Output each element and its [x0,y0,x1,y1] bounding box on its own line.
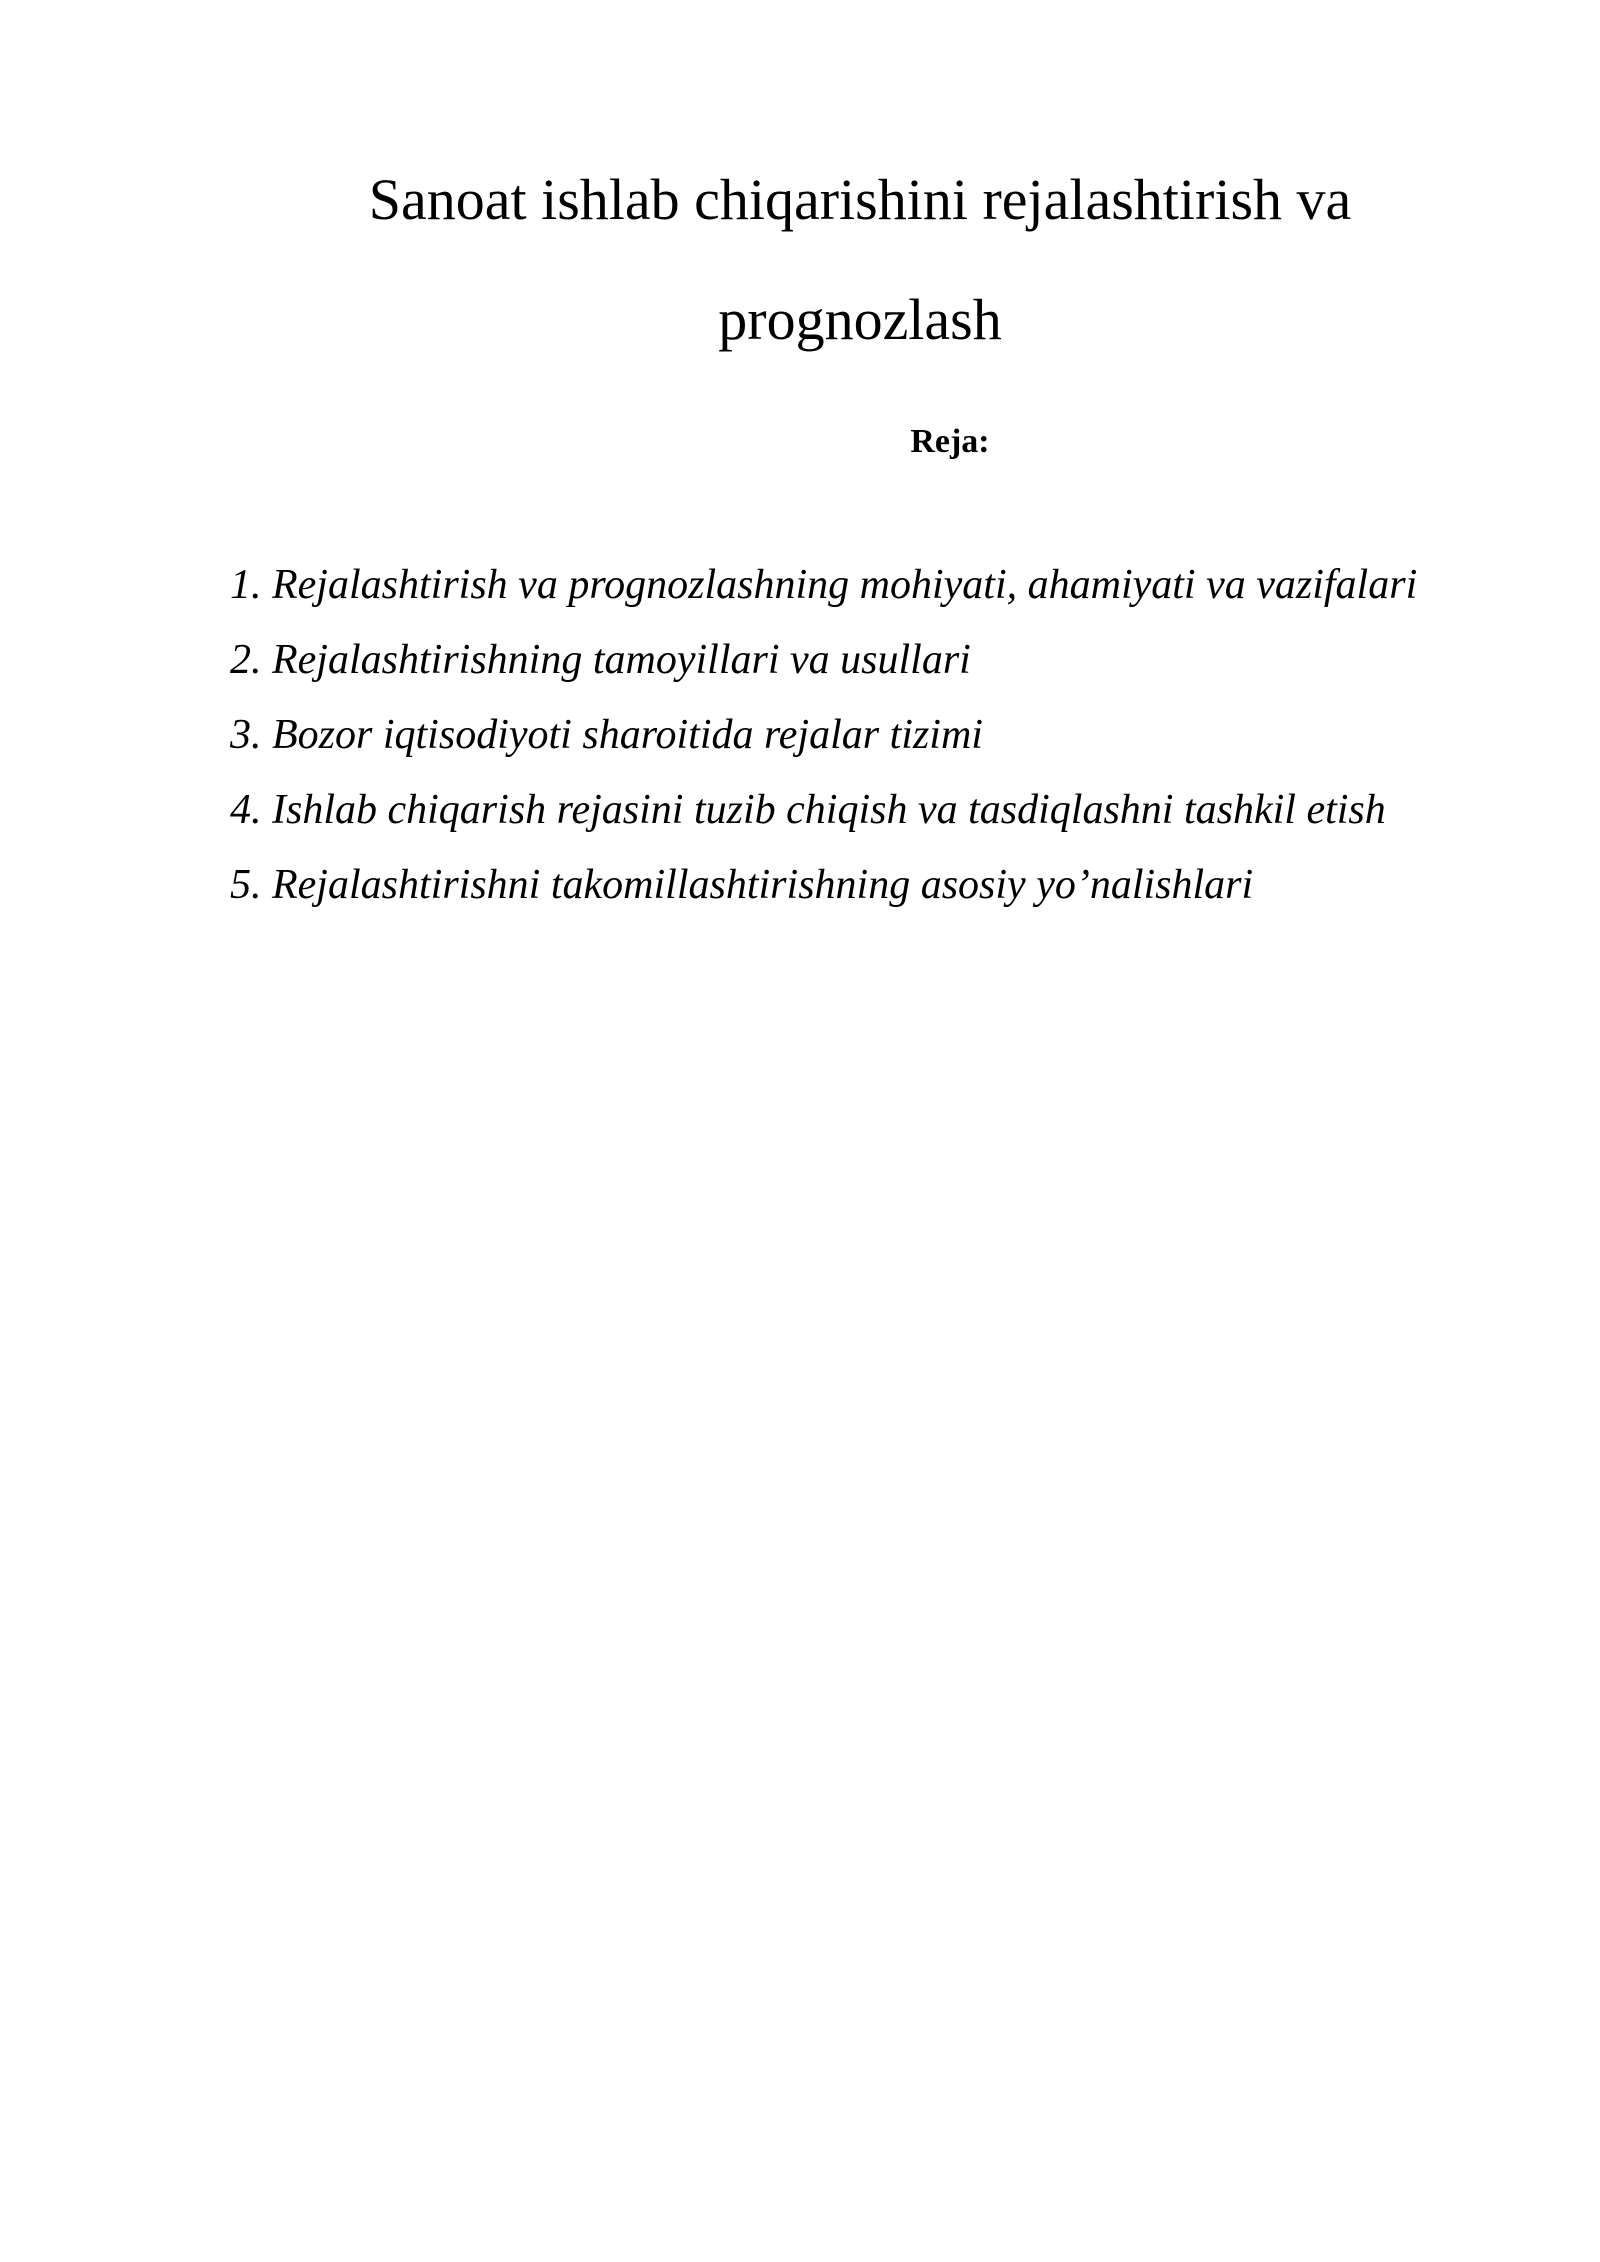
document-title-line-2: prognozlash [718,287,1002,352]
plan-heading: Reja: [910,423,990,460]
plan-item-5: 5. Rejalashtirishni takomillashtirishning asosiy yo’nalishlari [230,862,1254,908]
document-title [230,140,1490,380]
plan-list [230,548,1530,923]
document-title-line-1: Sanoat ishlab chiqarishini rejalashtirish va [368,167,1352,232]
plan-item-2: 2. Rejalashtirishning tamoyillari va usullari [230,637,971,683]
plan-item-1: 1. Rejalashtirish va prognozlashning mohiyati, ahamiyati va vazifalari [230,562,1418,608]
plan-item-4: 4. Ishlab chiqarish rejasini tuzib chiqish va tasdiqlashni tashkil etish [230,787,1386,833]
plan-item-3: 3. Bozor iqtisodiyoti sharoitida rejalar tizimi [230,712,983,758]
